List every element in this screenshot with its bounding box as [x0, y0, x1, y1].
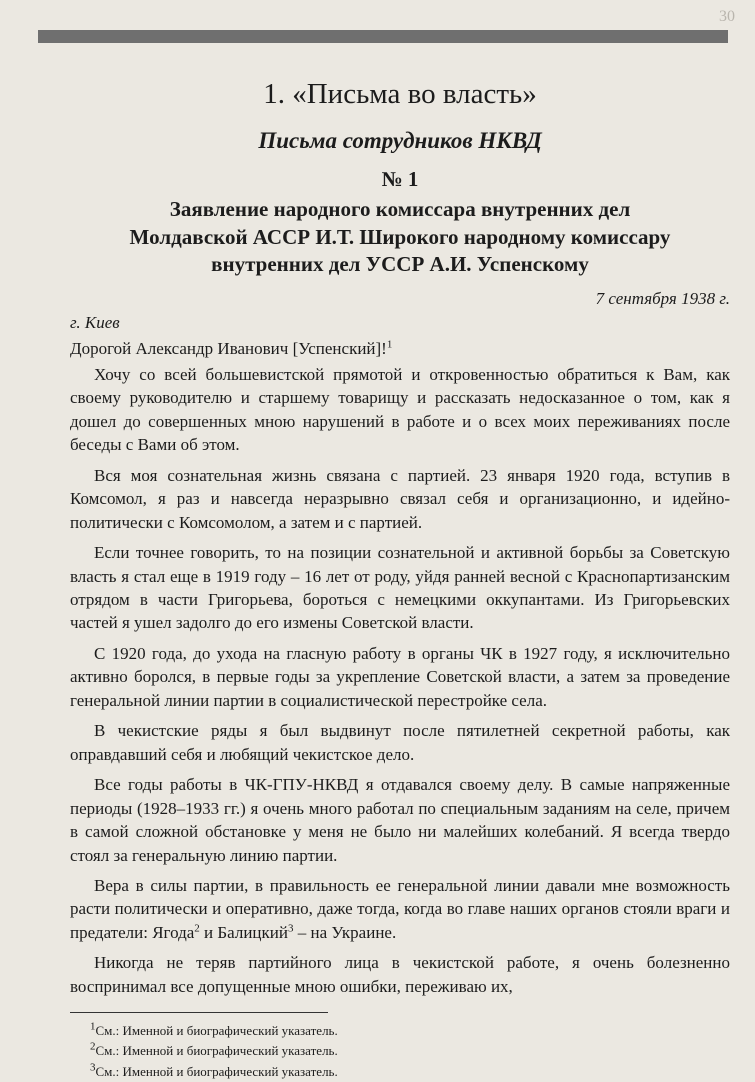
page-content [70, 78, 730, 1082]
document-title-line: Заявление народного комиссара внутренних дел [169, 196, 631, 221]
footnote-ref: 3 [287, 922, 294, 935]
footnote-divider [70, 1012, 328, 1013]
document-date: 7 сентября 1938 г. [595, 289, 730, 309]
paragraph-text: Вера в силы партии, в правильность ее генеральной линии давали мне возможность расти политически и оперативно, даже тогда, когда во главе наших органов стояли враги и предатели: Ягода [70, 875, 730, 942]
document-number: № 1 [381, 166, 419, 191]
footnote [70, 1041, 730, 1061]
body-paragraph: Все годы работы в ЧК-ГПУ-НКВД я отдавался своему делу. В самые напряженные периоды (1928–1933 гг.) я очень много работал по специальным заданиям на селе, причем в самой сложной обстановке у меня не было ни малейших колебаний. Я всегда твердо стоял за генеральную линию партии. [70, 775, 730, 865]
footnote-ref: 1 [386, 338, 393, 351]
footnote-mark: 2 [90, 1041, 96, 1054]
footnote-mark: 1 [90, 1020, 96, 1033]
greeting [70, 337, 730, 361]
document-place: г. Киев [70, 313, 120, 333]
chapter-title: 1. «Письма во власть» [263, 78, 537, 110]
subchapter-title: Письма сотрудников НКВД [258, 128, 542, 154]
paragraph-text: – на Украине. [293, 922, 397, 942]
footnote [70, 1062, 730, 1082]
document-title-line: Молдавской АССР И.Т. Широкого народному комиссару [129, 224, 671, 249]
footnote-text: См.: Именной и биографический указатель. [95, 1063, 338, 1079]
body-paragraph: Если точнее говорить, то на позиции сознательной и активной борьбы за Советскую власть я стал еще в 1919 году – 16 лет от роду, уйдя ранней весной с Краснопартизанским отрядом в части Григорьева, бороться с немецкими оккупантами. Из Григорьевских частей я ушел задолго до его измены Советской власти. [70, 543, 730, 633]
footnote [70, 1021, 730, 1041]
footnote-text: См.: Именной и биографический указатель. [95, 1023, 338, 1039]
footnote-text: См.: Именной и биографический указатель. [95, 1043, 338, 1059]
body-paragraph: Вся моя сознательная жизнь связана с партией. 23 января 1920 года, вступив в Комсомол, я раз и навсегда неразрывно связал себя и организационно, и идейно-политически с Комсомолом, а затем и с партией. [70, 465, 730, 532]
body-paragraph [70, 874, 730, 944]
footnote-ref: 2 [194, 922, 200, 935]
footnote-mark: 3 [90, 1061, 96, 1074]
body-paragraph: С 1920 года, до ухода на гласную работу в органы ЧК в 1927 году, я исключительно активно боролся, в первые годы за укрепление Советской власти, а затем за проведение генеральной линии партии в социалистической перестройке села. [70, 643, 730, 710]
greeting-text: Дорогой Александр Иванович [Успенский]! [70, 339, 387, 359]
paragraph-text: и Балицкий [199, 922, 288, 942]
body-paragraph: Никогда не теряв партийного лица в чекистской работе, я очень болезненно воспринимал все допущенные мною ошибки, переживаю их, [70, 953, 730, 996]
body-paragraph: В чекистские ряды я был выдвинут после пятилетней секретной работы, как оправдавший себя и любящий чекистское дело. [70, 721, 730, 764]
document-title [70, 196, 730, 279]
document-title-line: внутренних дел УССР А.И. Успенскому [211, 252, 589, 277]
body-paragraph: Хочу со всей большевистской прямотой и откровенностью обратиться к Вам, как своему руководителю и старшему товарищу и рассказать недосказанное о том, как я дошел до совершенных мною нарушений в работе и о всех моих переживаниях после беседы с Вами об этом. [70, 364, 730, 455]
page-number: 30 [719, 8, 735, 25]
header-bar [38, 30, 728, 43]
